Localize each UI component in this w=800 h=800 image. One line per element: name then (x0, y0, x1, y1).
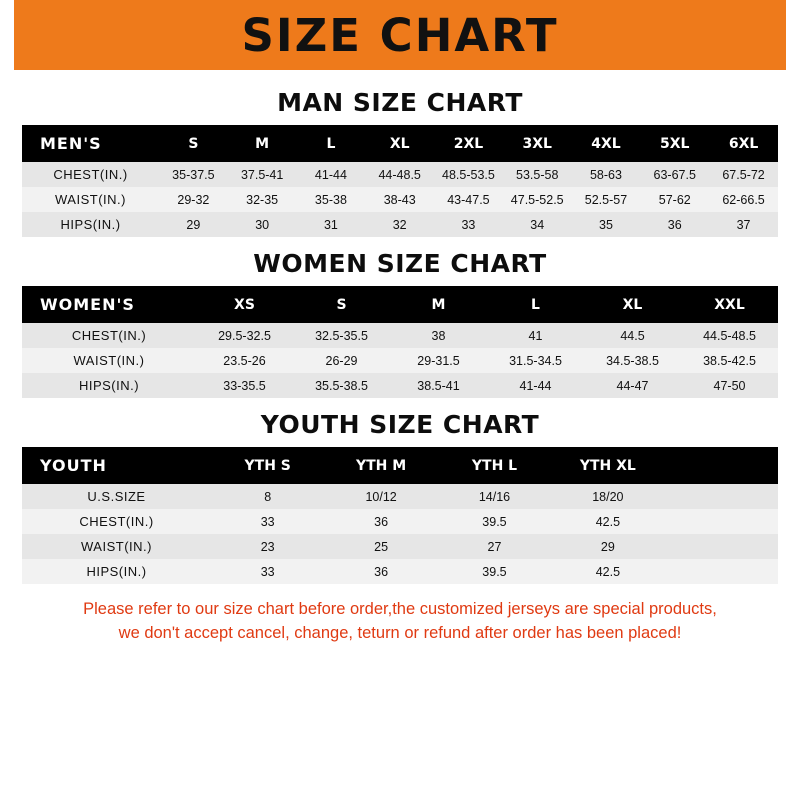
women-table-head (22, 286, 778, 323)
women-chest-1: 29.5-32.5 (218, 328, 271, 343)
table-row (22, 484, 778, 509)
men-waist-8: 57-62 (658, 192, 691, 207)
youth-waist-3: 27 (487, 539, 502, 554)
men-table-head (22, 125, 778, 162)
men-chest-6: 53.5-58 (516, 167, 559, 182)
men-col-1: S (188, 135, 199, 152)
women-hips-5: 44-47 (616, 378, 649, 393)
men-col-9: 6XL (728, 135, 759, 152)
men-hips-6: 34 (530, 217, 545, 232)
youth-ussize-spacer (665, 484, 778, 509)
men-row-label-chest: CHEST(IN.) (53, 167, 128, 182)
men-chest-8: 63-67.5 (653, 167, 696, 182)
youth-col-4: YTH XL (579, 457, 636, 474)
youth-hips-1: 33 (260, 564, 275, 579)
table-row (22, 323, 778, 348)
table-row (22, 162, 778, 187)
men-chest-5: 48.5-53.5 (442, 167, 495, 182)
women-chest-3: 38 (431, 328, 446, 343)
men-hips-1: 29 (186, 217, 201, 232)
youth-waist-4: 29 (600, 539, 615, 554)
youth-waist-2: 25 (374, 539, 389, 554)
youth-chest-1: 33 (260, 514, 275, 529)
table-row (22, 559, 778, 584)
men-col-6: 3XL (522, 135, 552, 152)
women-waist-2: 26-29 (325, 353, 358, 368)
table-row (22, 348, 778, 373)
youth-header-row (22, 447, 778, 484)
table-row (22, 212, 778, 237)
men-col-4: XL (389, 135, 410, 152)
women-waist-5: 34.5-38.5 (606, 353, 659, 368)
men-chest-1: 35-37.5 (172, 167, 215, 182)
section-title-youth: YOUTH SIZE CHART (260, 410, 540, 439)
youth-waist-1: 23 (260, 539, 275, 554)
men-chest-2: 37.5-41 (240, 167, 284, 182)
youth-chest-3: 39.5 (482, 514, 507, 529)
youth-ussize-4: 18/20 (592, 489, 624, 504)
youth-table-body (22, 484, 778, 584)
footer-note-line-1: Please refer to our size chart before order,the customized jerseys are special products, (83, 600, 717, 618)
men-waist-1: 29-32 (177, 192, 210, 207)
men-waist-6: 47.5-52.5 (510, 192, 564, 207)
youth-col-3: YTH L (471, 457, 518, 474)
men-hips-5: 33 (461, 217, 476, 232)
men-waist-7: 52.5-57 (584, 192, 628, 207)
women-hips-3: 38.5-41 (417, 378, 460, 393)
men-waist-9: 62-66.5 (722, 192, 765, 207)
men-header-row (22, 125, 778, 162)
women-col-5: XL (622, 296, 643, 313)
women-row-label-chest: CHEST(IN.) (71, 328, 147, 343)
youth-hips-3: 39.5 (482, 564, 507, 579)
men-hips-2: 30 (255, 217, 270, 232)
footer-note-line-2: we don't accept cancel, change, teturn or refund after order has been placed! (118, 623, 682, 642)
men-col-8: 5XL (660, 135, 690, 152)
youth-chest-4: 42.5 (595, 514, 621, 529)
men-col-7: 4XL (591, 135, 621, 152)
page-title: SIZE CHART (241, 8, 559, 62)
women-table-body (22, 323, 778, 398)
men-chest-3: 41-44 (314, 167, 347, 182)
men-table-body (22, 162, 778, 237)
youth-ussize-2: 10/12 (365, 489, 397, 504)
table-row (22, 187, 778, 212)
women-chest-5: 44.5 (620, 328, 645, 343)
women-chest-6: 44.5-48.5 (703, 328, 756, 343)
youth-ussize-3: 14/16 (478, 489, 511, 504)
banner-edge-right (786, 0, 800, 70)
women-col-6: XXL (714, 296, 745, 313)
men-row-label-waist: WAIST(IN.) (55, 192, 126, 207)
youth-size-table (22, 447, 778, 584)
women-hips-1: 33-35.5 (223, 378, 266, 393)
table-row (22, 534, 778, 559)
men-waist-4: 38-43 (383, 192, 416, 207)
youth-hips-4: 42.5 (595, 564, 621, 579)
men-waist-5: 43-47.5 (447, 192, 490, 207)
men-hips-9: 37 (736, 217, 751, 232)
men-waist-3: 35-38 (314, 192, 347, 207)
women-row-label-waist: WAIST(IN.) (73, 353, 145, 368)
women-hips-4: 41-44 (519, 378, 552, 393)
women-row-label-hips: HIPS(IN.) (78, 378, 140, 393)
women-col-4: L (531, 296, 540, 313)
women-hips-2: 35.5-38.5 (315, 378, 368, 393)
men-chest-7: 58-63 (589, 167, 622, 182)
youth-row-label-ussize: U.S.SIZE (87, 489, 146, 504)
men-hips-3: 31 (323, 217, 338, 232)
women-col-3: M (431, 296, 446, 313)
youth-hips-2: 36 (374, 564, 389, 579)
men-col-5: 2XL (453, 135, 484, 152)
youth-chest-2: 36 (374, 514, 389, 529)
youth-table-head (22, 447, 778, 484)
youth-col-1: YTH S (244, 457, 291, 474)
men-row-label-hips: HIPS(IN.) (60, 217, 121, 232)
youth-waist-spacer (665, 534, 778, 559)
youth-row-label-waist: WAIST(IN.) (81, 539, 152, 554)
men-waist-2: 32-35 (246, 192, 279, 207)
section-title-women: WOMEN SIZE CHART (253, 249, 547, 278)
women-chest-4: 41 (528, 328, 543, 343)
youth-ussize-1: 8 (264, 489, 272, 504)
footer-note (22, 598, 778, 646)
men-hips-7: 35 (599, 217, 613, 232)
men-chest-4: 44-48.5 (378, 167, 421, 182)
youth-row-label-chest: CHEST(IN.) (79, 514, 154, 529)
youth-corner-label: YOUTH (40, 456, 107, 475)
men-size-table (22, 125, 778, 237)
women-col-2: S (336, 296, 347, 313)
women-waist-6: 38.5-42.5 (703, 353, 756, 368)
youth-hips-spacer (665, 559, 778, 584)
women-waist-1: 23.5-26 (223, 353, 266, 368)
table-row (22, 509, 778, 534)
page-banner (0, 0, 800, 70)
chart-content (0, 88, 800, 646)
women-header-row (22, 286, 778, 323)
women-waist-4: 31.5-34.5 (509, 353, 562, 368)
men-col-2: M (255, 135, 270, 152)
banner-edge-left (0, 0, 14, 70)
men-corner-label: MEN'S (40, 134, 102, 153)
women-col-1: XS (234, 296, 255, 313)
women-chest-2: 32.5-35.5 (315, 328, 368, 343)
youth-col-2: YTH M (355, 457, 407, 474)
youth-col-spacer (665, 447, 778, 484)
men-col-3: L (326, 135, 336, 152)
men-hips-8: 36 (667, 217, 682, 232)
youth-chest-spacer (665, 509, 778, 534)
youth-row-label-hips: HIPS(IN.) (86, 564, 147, 579)
table-row (22, 373, 778, 398)
women-size-table (22, 286, 778, 398)
men-chest-9: 67.5-72 (722, 167, 765, 182)
women-hips-6: 47-50 (713, 378, 746, 393)
men-hips-4: 32 (392, 217, 407, 232)
women-waist-3: 29-31.5 (417, 353, 460, 368)
section-title-men: MAN SIZE CHART (277, 88, 523, 117)
women-corner-label: WOMEN'S (40, 295, 135, 314)
